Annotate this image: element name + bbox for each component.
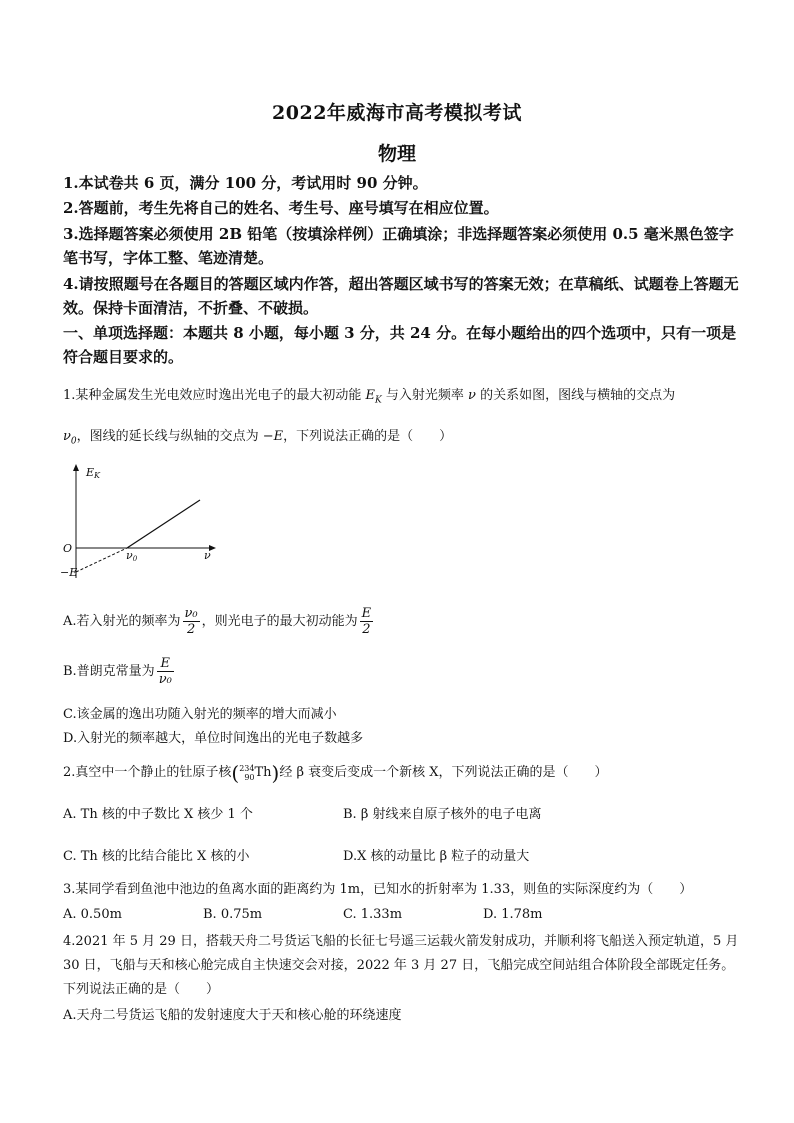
question-2-stem: 2.真空中一个静止的钍原子核(234 90Th)经 β 衰变后变成一个新核 X，下列说法正确的是（ ） bbox=[63, 760, 608, 785]
exam-title: 2022年威海市高考模拟考试 bbox=[272, 102, 522, 124]
fraction-e-over-2: $\frac{E}{2}$ bbox=[361, 606, 372, 637]
question-3-stem: 3.某同学看到鱼池中池边的鱼离水面的距离约为 1m，已知水的折射率为 1.33，则鱼的实际深度约为（ ） bbox=[63, 882, 693, 897]
extension-dashed-line bbox=[76, 548, 127, 572]
section-heading-single-choice: 一、单项选择题：本题共 8 小题，每小题 3 分，共 24 分。在每小题给出的四个选项中，只有一项是符合题目要求的。 bbox=[63, 324, 737, 366]
ek-nu-graph bbox=[60, 462, 230, 587]
question-2-option-a: A. Th 核的中子数比 X 核少 1 个 bbox=[63, 807, 253, 822]
question-3-option-c: C. 1.33m bbox=[343, 907, 403, 922]
question-1-option-d: D.入射光的频率越大，单位时间逸出的光电子数越多 bbox=[63, 731, 364, 746]
fraction-e-over-nu0: $\frac{E}{\text{ν₀}}$ bbox=[158, 656, 172, 687]
x-axis-label: ν bbox=[204, 549, 211, 562]
ek-line bbox=[127, 500, 200, 548]
question-1-option-a: A.若入射光的频率为 $\frac{\text{ν₀}}{2}$ ，则光电子的最大初动能为 $\frac{E}{2}$ bbox=[63, 606, 372, 637]
y-axis-arrow bbox=[73, 464, 79, 471]
question-2-option-b: B. β 射线来自原子核外的电子电离 bbox=[343, 807, 542, 822]
instruction-4: 4.请按照题号在各题目的答题区域内作答，超出答题区域书写的答案无效；在草稿纸、试题卷上答题无效。保持卡面清洁，不折叠、不破损。 bbox=[63, 275, 739, 317]
neg-e-label: −E bbox=[60, 566, 78, 579]
origin-label: O bbox=[63, 542, 73, 555]
question-1-option-b: B.普朗克常量为 $\frac{E}{\text{ν₀}}$ bbox=[63, 656, 172, 687]
nu0-label: ν0 bbox=[126, 549, 138, 563]
question-4-stem: 4.2021 年 5 月 29 日，搭载天舟二号货运飞船的长征七号遥三运载火箭发射成功，并顺利将飞船送入预定轨道，5 月 30 日，飞船与天和核心舱完成自主快速交会对接，2022 年 3 月 27 日，飞船完成空间站组合体阶段全部既定任务。下列说法正确的是（ ） bbox=[63, 934, 739, 997]
question-1-option-c: C.该金属的逸出功随入射光的频率的增大而减小 bbox=[63, 707, 337, 722]
question-3-option-b: B. 0.75m bbox=[203, 907, 263, 922]
instruction-2: 2.答题前，考生先将自己的姓名、考生号、座号填写在相应位置。 bbox=[63, 199, 499, 217]
question-4-option-a: A.天舟二号货运飞船的发射速度大于天和核心舱的环绕速度 bbox=[63, 1008, 402, 1023]
question-1-stem: 1.某种金属发生光电效应时逸出光电子的最大初动能 $E_K$ 与入射光频率 ν 的关系如图，图线与横轴的交点为 $\nu_0$，图线的延长线与纵轴的交点为 −E，下列说法正确的是（ ） bbox=[63, 388, 676, 447]
symbol-nu0: $\nu_0$ bbox=[63, 428, 77, 447]
instruction-3: 3.选择题答案必须使用 2B 铅笔（按填涂样例）正确填涂；非选择题答案必须使用 0.5 毫米黑色签字笔书写，字体工整、笔迹清楚。 bbox=[63, 225, 734, 267]
question-2-option-c: C. Th 核的比结合能比 X 核的小 bbox=[63, 849, 250, 864]
question-2-option-d: D.X 核的动量比 β 粒子的动量大 bbox=[343, 849, 530, 864]
symbol-ek: $E_K$ bbox=[365, 388, 382, 406]
question-3-option-d: D. 1.78m bbox=[483, 907, 543, 922]
y-axis-label: EK bbox=[86, 466, 101, 480]
instruction-1: 1.本试卷共 6 页，满分 100 分，考试用时 90 分钟。 bbox=[63, 174, 428, 192]
exam-subject: 物理 bbox=[377, 143, 416, 165]
question-3-option-a: A. 0.50m bbox=[63, 907, 122, 922]
fraction-nu0-over-2: $\frac{\text{ν₀}}{2}$ bbox=[184, 606, 198, 637]
thorium-nuclide: ( bbox=[231, 760, 240, 785]
